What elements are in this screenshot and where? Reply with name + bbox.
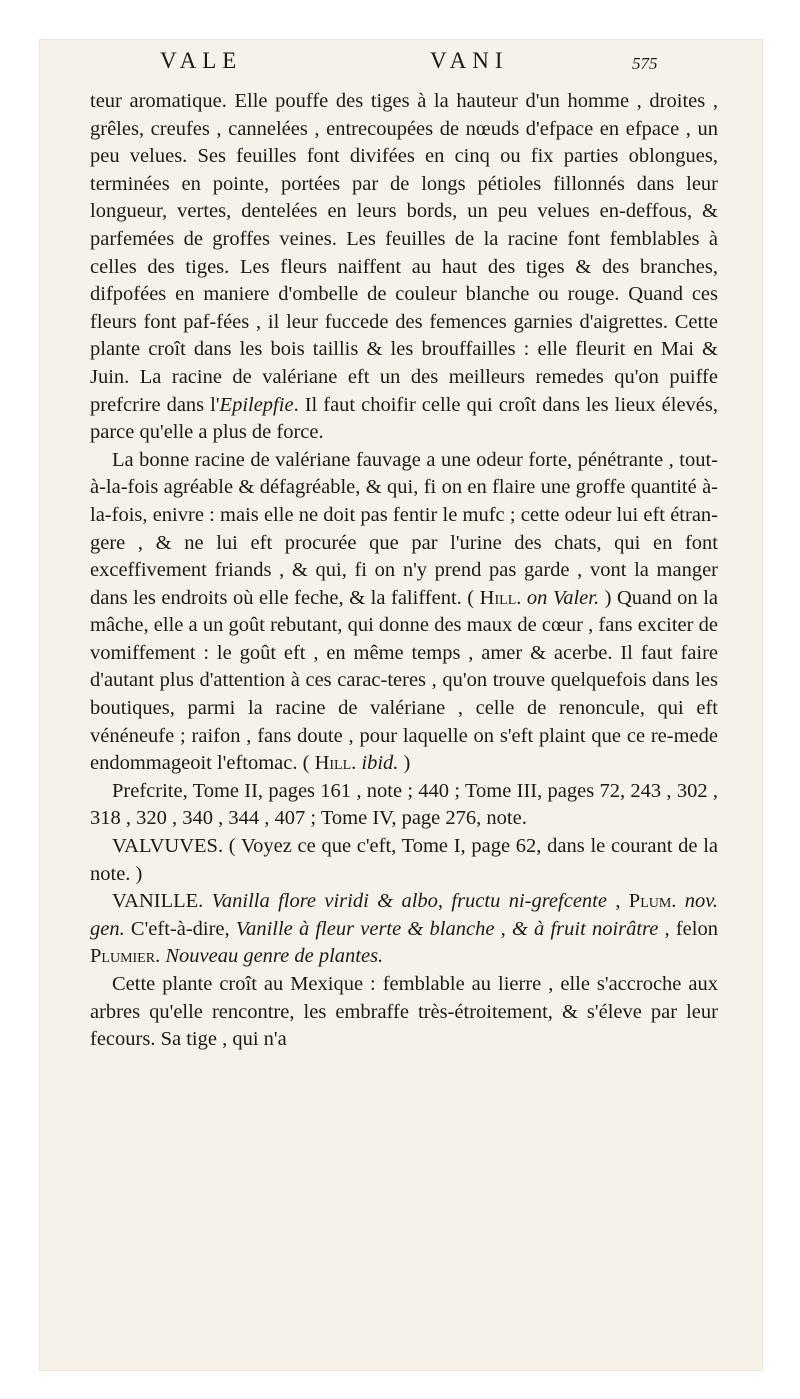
text-run: VANILLE. (112, 890, 212, 913)
text-run: teur aromatique. Elle pouffe des tiges à la hauteur d'un homme , droites , grêles, creufes , cannelées , entrecoupées de nœuds d'efpace en efpace , un peu velues. Ses feuilles font divifées en cinq ou fix parties oblongues, terminées en pointe, portées par de longs pétioles fillonnés dans leur longueur, vertes, dentelées en leurs bords, un peu velues en-deffous, & parfemées de groffes veines. Les feuilles de la racine font femblables à celles des tiges. Les fleurs naiffent au haut des tiges & des branches, difpofées en maniere d'ombelle de couleur blanche ou rouge. Quand ces fleurs font paf-fées , il leur fuccede des femences garnies d'aigrettes. Cette plante croît dans les bois taillis & les brouffailles : elle fleurit en Mai & Juin. La racine de valériane eft un des meilleurs remedes qu'on puiffe prefcrire dans l' (90, 90, 718, 416)
text-run: ) (398, 752, 411, 775)
text-run (676, 890, 684, 912)
paragraph (90, 971, 718, 1054)
text-run: , (606, 890, 629, 913)
header-left-word: VALE (160, 48, 243, 73)
small-caps-text: Plum. (628, 890, 677, 913)
italic-text: Vanille à fleur verte & blanche , & à fruit noirâtre (235, 917, 659, 940)
text-run: . Il faut choifir celle qui croît dans les lieux élevés, parce qu'elle a plus de force. (90, 393, 719, 444)
paragraph (90, 833, 718, 888)
text-run: , felon (658, 917, 718, 940)
paragraph (90, 88, 718, 447)
body-text (90, 88, 718, 1054)
italic-text: Epilepfie (219, 393, 294, 416)
paragraph (90, 778, 718, 833)
italic-text: Vanilla flore viridi & albo, fructu ni-grefcente (211, 890, 607, 913)
small-caps-text: Plumier. (90, 945, 161, 968)
italic-text: nov. gen. (90, 890, 718, 940)
paragraph (90, 888, 718, 971)
text-run: C'eft-à-dire, (124, 917, 236, 940)
text-run: VALVUVES. ( Voyez ce que c'eft, Tome I, page 62, dans le courant de la note. ) (90, 835, 718, 885)
italic-text: Nouveau genre de plantes. (165, 945, 384, 968)
small-caps-text: Hill. (479, 586, 522, 609)
paragraph (90, 447, 718, 778)
text-run: Cette plante croît au Mexique : femblable au lierre , elle s'accroche aux arbres qu'elle rencontre, les embraffe très-étroitement, & s'éleve par leur fecours. Sa tige , qui n'a (90, 973, 718, 1051)
header-right-word: VANI (430, 48, 509, 73)
italic-text: on Valer. (526, 586, 600, 609)
book-page (40, 40, 762, 1370)
running-header (120, 48, 720, 82)
italic-text: ibid. (361, 752, 399, 775)
text-run: Prefcrite, Tome II, pages 161 , note ; 440 ; Tome III, pages 72, 243 , 302 , 318 , 320 , 340 , 344 , 407 ; Tome IV, page 276, note. (90, 779, 718, 830)
page-number: 575 (632, 54, 658, 73)
small-caps-text: Hill. (314, 752, 357, 775)
text-run: La bonne racine de valériane fauvage a une odeur forte, pénétrante , tout-à-la-fois agréable & défagréable, & qui, fi on en flaire une groffe quantité à-la-fois, enivre : mais elle ne doit pas fentir le mufc ; cette odeur lui eft étran-gere , & ne lui eft procurée que par l'urine des chats, qui en font exceffivement friands , & qui, fi on n'y prend pas garde , vont la manger dans les endroits où elle feche, & la faliffent. ( (90, 448, 718, 609)
text-run: ) Quand on la mâche, elle a un goût rebutant, qui donne des maux de cœur , fans exciter de vomiffement : le goût eft , en même temps , amer & acerbe. Il faut faire d'autant plus d'attention à ces carac-teres , qu'on trouve quelquefois dans les boutiques, parmi la racine de valériane , celle de renoncule, qui eft vénéneufe ; raifon , fans doute , pour laquelle on s'eft plaint que ce re-mede endommageoit l'eftomac. ( (90, 586, 719, 775)
